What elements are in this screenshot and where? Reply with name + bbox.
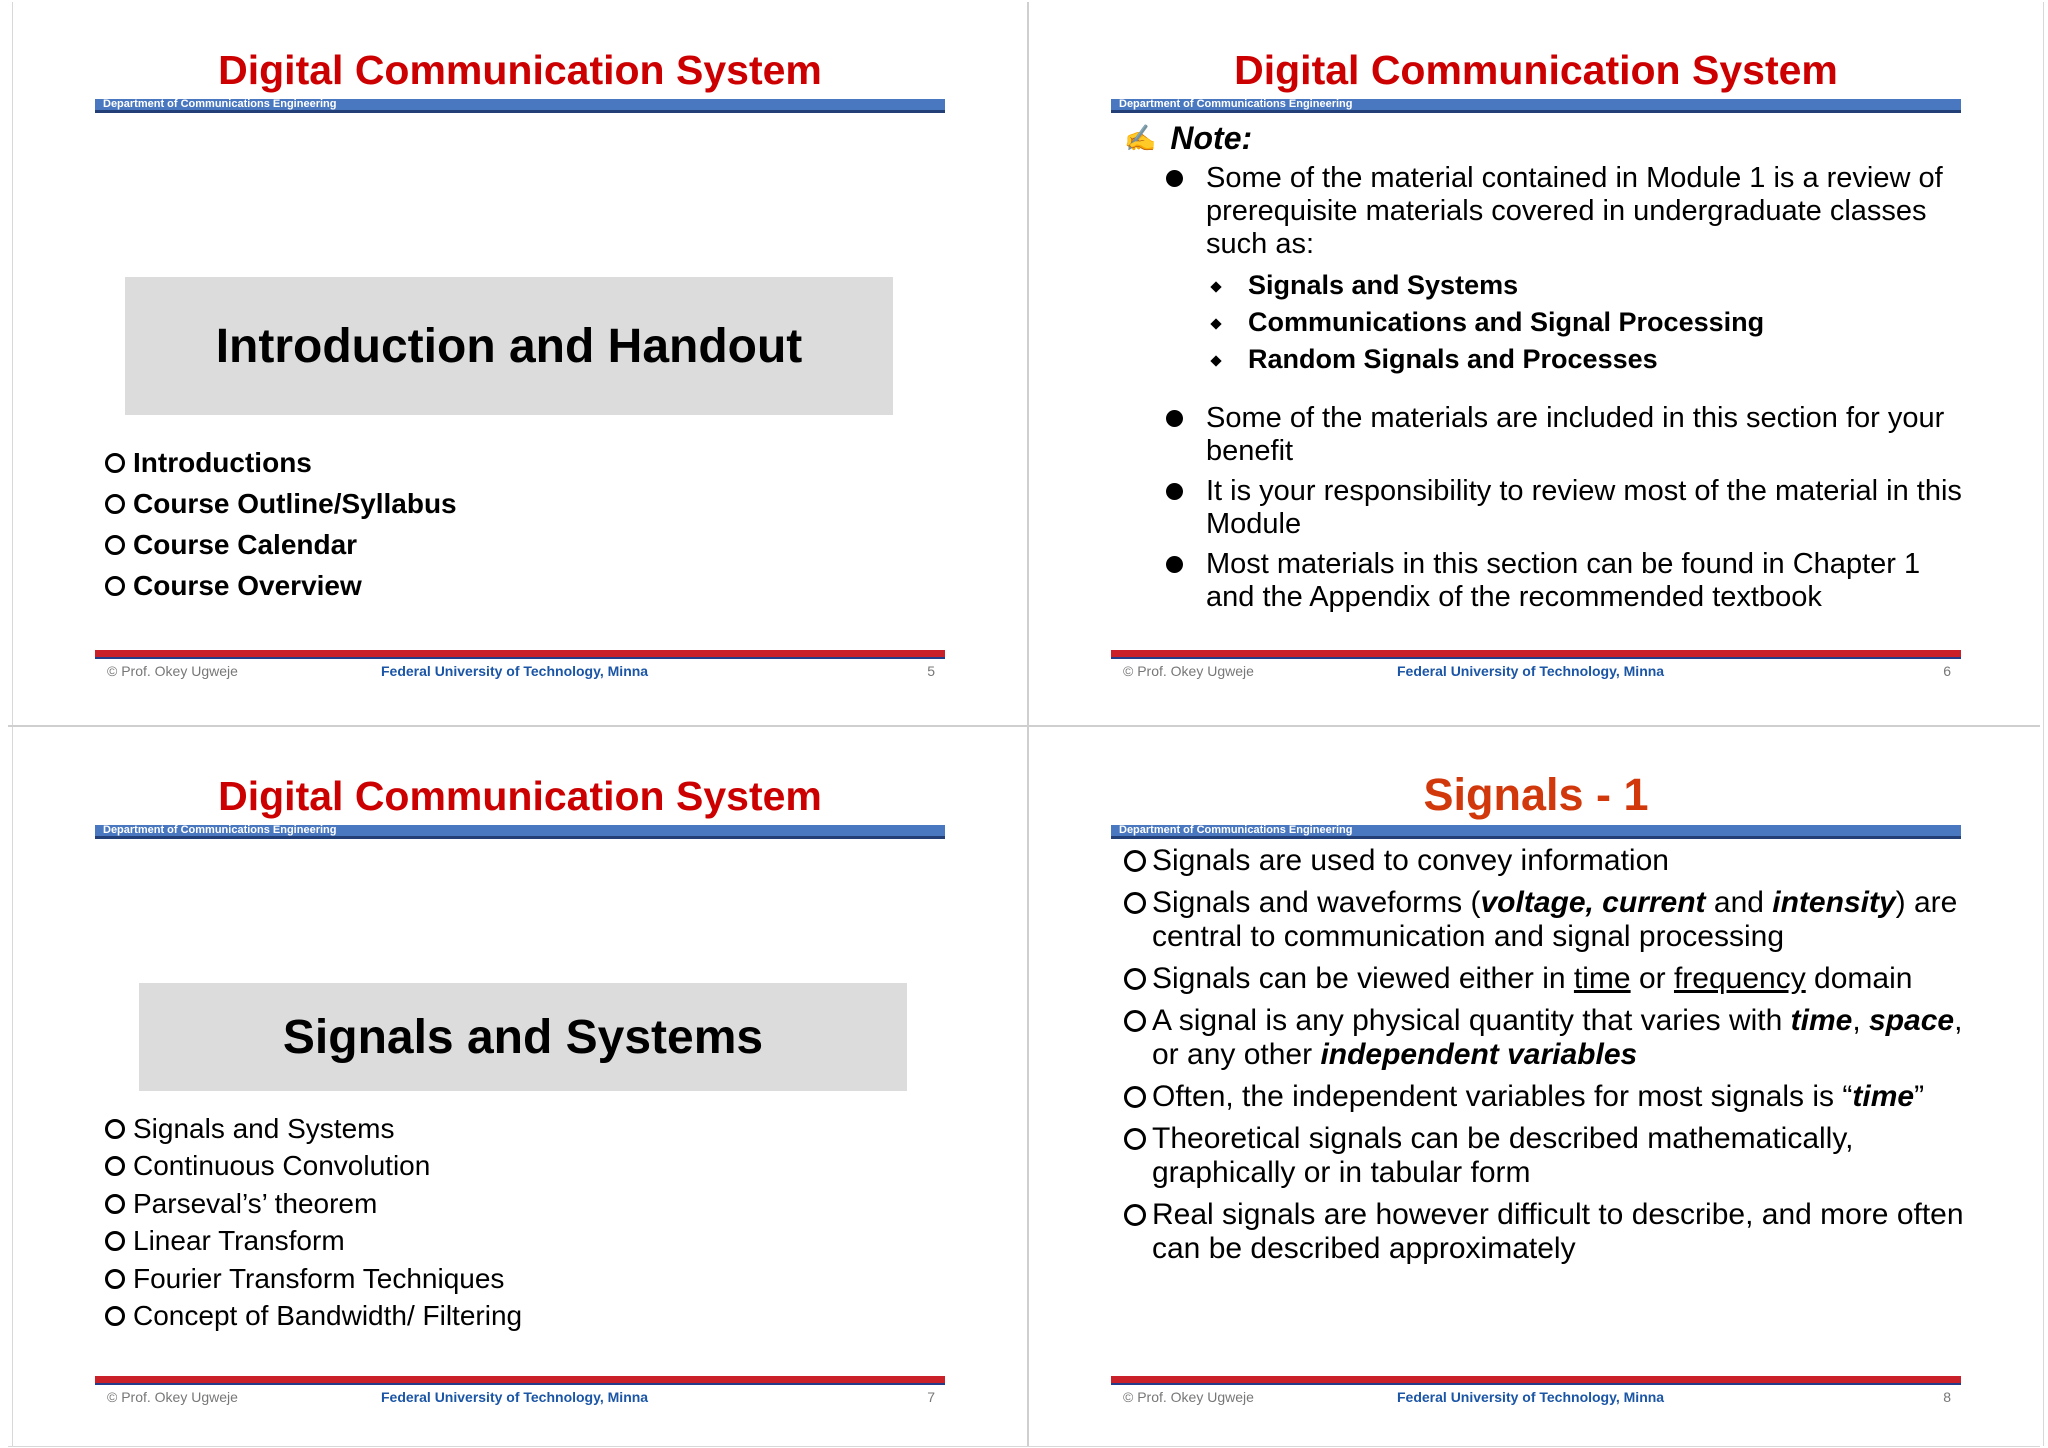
- department-label: Department of Communications Engineering: [103, 98, 337, 110]
- footer-institution: Federal University of Technology, Minna: [1397, 663, 1665, 679]
- list-item: Concept of Bandwidth/ Filtering: [105, 1298, 522, 1336]
- diamond-bullet-icon: [1210, 318, 1221, 329]
- circle-bullet-icon: [1124, 1128, 1146, 1150]
- list-item: Course Calendar: [105, 524, 457, 565]
- department-label: Department of Communications Engineering: [103, 824, 337, 836]
- dot-bullet-icon: [1166, 170, 1183, 187]
- footer-institution: Federal University of Technology, Minna: [381, 1389, 649, 1405]
- list-item: Course Overview: [105, 565, 457, 606]
- circle-bullet-icon: [1124, 850, 1146, 872]
- circle-bullet-icon: [1124, 1204, 1146, 1226]
- dot-bullet-icon: [1166, 556, 1183, 573]
- department-bar: [95, 99, 945, 113]
- list-item: Random Signals and Processes: [1206, 341, 1948, 378]
- list-item: Real signals are however difficult to describe, and more often can be described approximately: [1124, 1198, 1992, 1266]
- footer-bar: [95, 650, 945, 659]
- slide-7: [20, 736, 1020, 1436]
- circle-bullet-icon: [105, 1156, 125, 1176]
- footer-author: © Prof. Okey Ugweje: [107, 1389, 238, 1405]
- dot-bullet-icon: [1166, 483, 1183, 500]
- footer-bar: [95, 1376, 945, 1385]
- note-list: [1166, 162, 1976, 378]
- list-item: Some of the material contained in Module 1 is a review of prerequisite materials covered in undergraduate classes such as: Signals and Systems Communications and Signal Processing Random Signals and Processes: [1166, 162, 1976, 378]
- list-item: Parseval’s’ theorem: [105, 1185, 522, 1223]
- list-item: Signals are used to convey information: [1124, 844, 1992, 878]
- slide-title: Digital Communication System: [1234, 47, 1838, 93]
- page-border-bottom: [8, 1446, 2040, 1447]
- footer-institution: Federal University of Technology, Minna: [1397, 1389, 1665, 1405]
- section-title-box: Signals and Systems: [139, 983, 907, 1091]
- circle-bullet-icon: [1124, 1086, 1146, 1108]
- note-list-continued: [1166, 402, 1976, 621]
- signals-list: [1124, 844, 1992, 1274]
- circle-bullet-icon: [105, 576, 125, 596]
- dot-bullet-icon: [1166, 410, 1183, 427]
- slide-number: 7: [927, 1389, 935, 1405]
- list-item: Continuous Convolution: [105, 1148, 522, 1186]
- note-heading: ✍ Note:: [1124, 120, 1253, 156]
- agenda-list: [105, 442, 457, 606]
- slide-5: [20, 10, 1020, 710]
- footer-author: © Prof. Okey Ugweje: [1123, 663, 1254, 679]
- circle-bullet-icon: [105, 453, 125, 473]
- page-border-left: [12, 2, 13, 1446]
- department-bar: [1111, 99, 1961, 113]
- slide-title: Digital Communication System: [218, 773, 822, 819]
- diamond-bullet-icon: [1210, 355, 1221, 366]
- slide-number: 8: [1943, 1389, 1951, 1405]
- section-title-box: Introduction and Handout: [125, 277, 893, 415]
- writing-hand-icon: ✍: [1124, 123, 1157, 153]
- diamond-bullet-icon: [1210, 281, 1221, 292]
- slide-title: Signals - 1: [1423, 769, 1649, 820]
- list-item: Signals and waveforms (voltage, current and intensity) are central to communication and signal processing: [1124, 886, 1992, 954]
- list-item: Signals can be viewed either in time or frequency domain: [1124, 962, 1992, 996]
- slide-6: [1036, 10, 2036, 710]
- list-item: Course Outline/Syllabus: [105, 483, 457, 524]
- footer-bar: [1111, 650, 1961, 659]
- list-item: Most materials in this section can be found in Chapter 1 and the Appendix of the recommended textbook: [1166, 548, 1976, 614]
- circle-bullet-icon: [105, 494, 125, 514]
- list-item: Fourier Transform Techniques: [105, 1260, 522, 1298]
- page-border-right: [2043, 2, 2044, 1446]
- list-item: Signals and Systems: [105, 1110, 522, 1148]
- footer-bar: [1111, 1376, 1961, 1385]
- list-item: It is your responsibility to review most of the material in this Module: [1166, 475, 1976, 541]
- circle-bullet-icon: [105, 1231, 125, 1251]
- department-bar: [1111, 825, 1961, 839]
- slide-8: [1036, 736, 2036, 1436]
- slide-divider-horizontal: [8, 725, 2040, 727]
- list-item: A signal is any physical quantity that varies with time, space, or any other independent variables: [1124, 1004, 1992, 1072]
- slide-number: 6: [1943, 663, 1951, 679]
- footer-author: © Prof. Okey Ugweje: [107, 663, 238, 679]
- topic-list: [105, 1110, 522, 1335]
- list-item: Linear Transform: [105, 1223, 522, 1261]
- circle-bullet-icon: [105, 1194, 125, 1214]
- circle-bullet-icon: [1124, 1010, 1146, 1032]
- list-item: Often, the independent variables for most signals is “time”: [1124, 1080, 1992, 1114]
- footer-author: © Prof. Okey Ugweje: [1123, 1389, 1254, 1405]
- slide-number: 5: [927, 663, 935, 679]
- list-item: Communications and Signal Processing: [1206, 304, 1948, 341]
- circle-bullet-icon: [105, 535, 125, 555]
- footer-institution: Federal University of Technology, Minna: [381, 663, 649, 679]
- circle-bullet-icon: [105, 1306, 125, 1326]
- list-item: Some of the materials are included in this section for your benefit: [1166, 402, 1976, 468]
- slide-divider-vertical: [1027, 2, 1029, 1446]
- circle-bullet-icon: [105, 1119, 125, 1139]
- circle-bullet-icon: [105, 1269, 125, 1289]
- list-item: Theoretical signals can be described mathematically, graphically or in tabular form: [1124, 1122, 1992, 1190]
- department-bar: [95, 825, 945, 839]
- prerequisite-list: [1206, 267, 1976, 378]
- circle-bullet-icon: [1124, 892, 1146, 914]
- list-item: Signals and Systems: [1206, 267, 1948, 304]
- slide-title: Digital Communication System: [218, 47, 822, 93]
- department-label: Department of Communications Engineering: [1119, 98, 1353, 110]
- list-item: Introductions: [105, 442, 457, 483]
- department-label: Department of Communications Engineering: [1119, 824, 1353, 836]
- circle-bullet-icon: [1124, 968, 1146, 990]
